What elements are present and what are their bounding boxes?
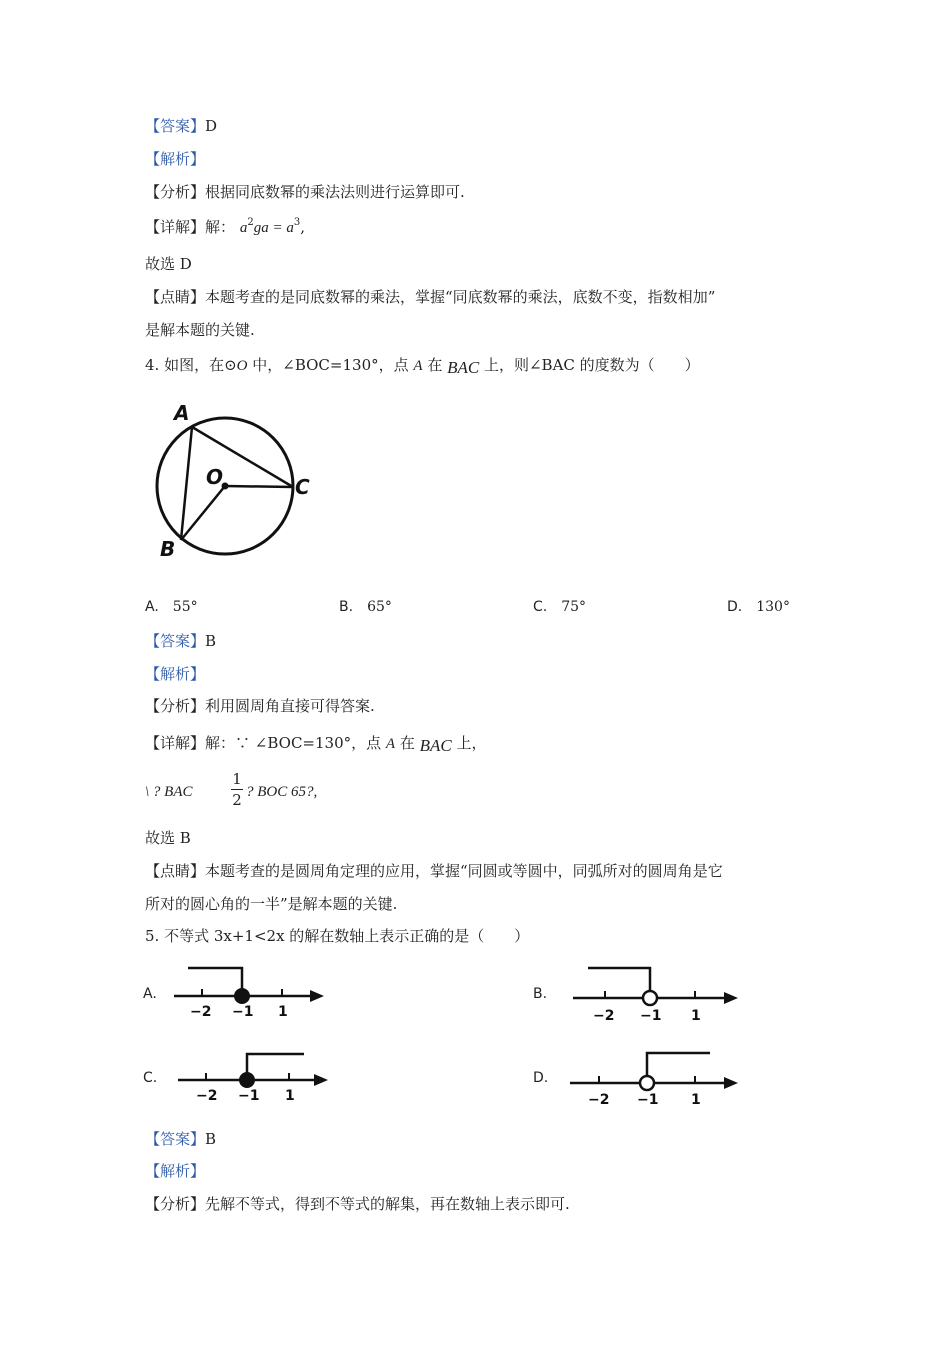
q3-analysis-tag: 【解析】 <box>145 150 206 168</box>
tick-label: −2 <box>196 1088 218 1104</box>
q4-remark-2: 所对的圆心角的一半”是解本题的关键. <box>145 895 398 913</box>
answer-value: D <box>205 117 218 135</box>
fraction-numerator: 1 <box>232 770 242 788</box>
q5-option-c-numberline[interactable] <box>172 1046 334 1106</box>
q5-option-b-numberline[interactable] <box>568 962 746 1026</box>
analysis-tag: 【分析】 <box>145 1195 206 1213</box>
q5-option-c-letter[interactable]: C. <box>143 1070 158 1086</box>
option-letter: B. <box>339 599 354 615</box>
remark-text: 本题考查的是同底数幂的乘法，掌握“同底数幂的乘法，底数不变，指数相加” <box>205 288 716 306</box>
detail-prefix: 解： <box>205 218 236 236</box>
q3-detail <box>145 217 305 240</box>
label-c: C <box>295 475 310 499</box>
tick-label: −2 <box>593 1008 615 1024</box>
option-value: 65° <box>367 599 392 615</box>
answer-value: B <box>205 1130 217 1148</box>
q3-remark-1 <box>145 287 715 307</box>
remark-tag: 【点睛】 <box>145 288 206 306</box>
tick-label: −1 <box>232 1004 254 1020</box>
q5-option-d-numberline[interactable] <box>566 1046 746 1110</box>
q5-option-d-letter[interactable]: D. <box>533 1070 549 1086</box>
detail-tag: 【详解】 <box>145 734 206 752</box>
q5-analysis-tag: 【解析】 <box>145 1162 206 1180</box>
formula-mid: ga = <box>253 220 287 236</box>
q4-option-d[interactable] <box>727 599 790 615</box>
q3-answer <box>145 116 217 136</box>
answer-value: B <box>205 632 217 650</box>
option-letter: D. <box>727 599 743 615</box>
option-value: 130° <box>756 599 790 615</box>
q5-analysis <box>145 1194 570 1214</box>
calc-right: ? BOC 65?, <box>246 784 318 800</box>
detail-prefix: 解：∵ ∠BOC=130°，点 <box>205 734 386 752</box>
analysis-tag: 【分析】 <box>145 697 206 715</box>
remark-text: 本题考查的是圆周角定理的应用，掌握“同圆或等圆中，同弧所对的圆周角是它 <box>205 862 723 880</box>
answer-tag: 【答案】 <box>145 1130 206 1148</box>
option-letter: C. <box>533 599 548 615</box>
circle-figure <box>150 398 320 563</box>
analysis-text: 根据同底数幂的乘法法则进行运算即可. <box>205 183 465 201</box>
tick-label: −1 <box>238 1088 260 1104</box>
detail-a: A <box>385 736 396 752</box>
calc-left: \ ? BAC <box>145 784 193 800</box>
stem-a: A <box>413 358 423 374</box>
label-a: A <box>174 401 190 425</box>
q4-option-a[interactable] <box>145 599 198 615</box>
formula-end: , <box>300 218 305 236</box>
option-value: 75° <box>561 599 587 615</box>
tick-label: −2 <box>190 1004 212 1020</box>
analysis-tag: 【分析】 <box>145 183 206 201</box>
q5-option-a-numberline[interactable] <box>168 962 333 1024</box>
q4-answer <box>145 631 216 651</box>
calc-fraction <box>230 770 244 809</box>
formula-exp-1: 2 <box>247 217 254 228</box>
q4-option-c[interactable] <box>533 599 586 615</box>
q4-remark-1 <box>145 861 723 881</box>
q3-remark-2: 是解本题的关键. <box>145 321 255 339</box>
answer-tag: 【答案】 <box>145 117 206 135</box>
formula-base-2: a <box>286 220 294 236</box>
q5-answer <box>145 1129 216 1149</box>
stem-arc: BAC <box>447 358 480 377</box>
option-value: 55° <box>172 599 198 615</box>
q3-choice: 故选 D <box>145 255 192 273</box>
detail-in: 在 <box>395 734 420 752</box>
tick-label: −2 <box>588 1092 610 1108</box>
tick-label: −1 <box>637 1092 659 1108</box>
stem-o: O <box>236 358 248 374</box>
analysis-text: 利用圆周角直接可得答案. <box>205 697 375 715</box>
formula-base-1: a <box>239 220 248 236</box>
detail-arc: BAC <box>419 736 452 755</box>
q4-option-b[interactable] <box>339 599 392 615</box>
label-b: B <box>160 537 176 561</box>
q4-detail <box>145 733 487 754</box>
q3-analysis <box>145 182 465 202</box>
fraction-denominator: 2 <box>232 791 242 809</box>
label-o: O <box>206 465 224 489</box>
q5-option-b-letter[interactable]: B. <box>533 986 548 1002</box>
tick-label: −1 <box>640 1008 662 1024</box>
q4-stem <box>145 355 700 376</box>
remark-tag: 【点睛】 <box>145 862 206 880</box>
stem-prefix: 4. 如图，在⊙ <box>145 356 237 374</box>
stem-mid: 中，∠BOC=130°，点 <box>247 356 414 374</box>
tick-label: 1 <box>691 1092 701 1108</box>
analysis-text: 先解不等式，得到不等式的解集，再在数轴上表示即可. <box>205 1195 570 1213</box>
tick-label: 1 <box>278 1004 288 1020</box>
q5-option-a-letter[interactable]: A. <box>143 986 157 1002</box>
q4-choice: 故选 B <box>145 829 191 847</box>
fraction-bar <box>231 789 243 790</box>
tick-label: 1 <box>285 1088 295 1104</box>
stem-in: 在 <box>422 356 448 374</box>
stem-post: 上，则∠BAC 的度数为（ ） <box>479 356 700 374</box>
detail-tag: 【详解】 <box>145 218 206 236</box>
option-letter: A. <box>145 599 159 615</box>
q4-analysis <box>145 696 375 716</box>
q5-stem: 5. 不等式 3x+1<2x 的解在数轴上表示正确的是（ ） <box>145 927 530 945</box>
detail-post: 上， <box>451 734 487 752</box>
tick-label: 1 <box>691 1008 701 1024</box>
formula-exp-2: 3 <box>293 217 301 228</box>
q4-analysis-tag: 【解析】 <box>145 665 206 683</box>
answer-tag: 【答案】 <box>145 632 206 650</box>
